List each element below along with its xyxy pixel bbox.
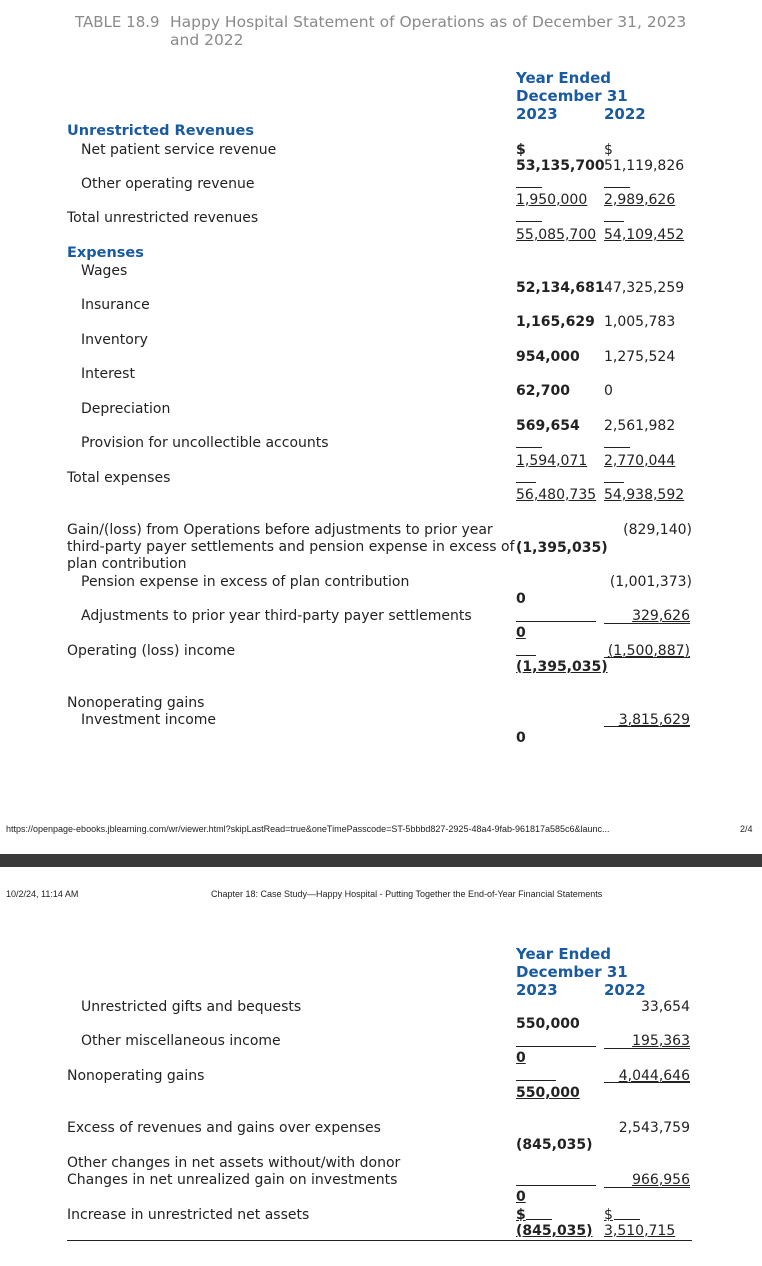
value-2022: (1,001,373) (609, 574, 692, 590)
currency-2023: $ (516, 1207, 526, 1223)
value-2022: 3,510,715 (604, 1223, 676, 1239)
row-label-inventory: Inventory (81, 332, 148, 348)
value-2022: 329,626 (632, 608, 690, 624)
value-2023: 53,135,700 (516, 158, 605, 174)
row-label-investment: Investment income (81, 712, 217, 728)
value-2022: 54,109,452 (604, 227, 685, 243)
value-2022: 1,275,524 (604, 349, 676, 365)
value-2022: (1,500,887) (607, 643, 690, 659)
value-2023: (1,395,035) (516, 540, 608, 556)
value-2023: 0 (516, 591, 526, 607)
table-number: TABLE 18.9 (75, 13, 160, 31)
page-break-bar (0, 854, 762, 867)
value-2023: 1,950,000 (516, 192, 588, 208)
value-2023: 550,000 (516, 1016, 580, 1032)
print-header-datetime: 10/2/24, 11:14 AM (6, 889, 79, 899)
value-2023: 0 (516, 1189, 526, 1205)
column-header-2023: 2023 (516, 981, 558, 999)
row-label-depreciation: Depreciation (81, 401, 171, 417)
section-expenses: Expenses (67, 245, 144, 261)
row-label-interest: Interest (81, 366, 135, 382)
row-label-insurance: Insurance (81, 297, 150, 313)
table-title: Happy Hospital Statement of Operations as of December 31, 2023 and 2022 (170, 13, 687, 49)
row-label-nonop-total: Nonoperating gains (67, 1068, 205, 1084)
value-2022: 0 (604, 383, 613, 399)
value-2022: 2,770,044 (604, 453, 676, 469)
value-2023: 1,165,629 (516, 314, 595, 330)
value-2023: 56,480,735 (516, 487, 597, 503)
row-label-gain-loss: Gain/(loss) from Operations before adjustments to prior year third-party payer settlements and pension expense in excess of plan contribution (67, 522, 515, 572)
value-2022: 4,044,646 (618, 1068, 690, 1084)
value-2022: 54,938,592 (604, 487, 685, 503)
value-2023: 0 (516, 730, 526, 746)
print-footer-page: 2/4 (740, 824, 753, 834)
row-label-provision: Provision for uncollectible accounts (81, 435, 329, 451)
value-2023: 62,700 (516, 383, 571, 399)
value-2022: 2,989,626 (604, 192, 676, 208)
row-label-operating-income: Operating (loss) income (67, 643, 236, 659)
value-2022: 195,363 (632, 1033, 690, 1049)
currency-2023: $ (516, 142, 526, 158)
table-bottom-rule (67, 1240, 692, 1241)
value-2022: 966,956 (632, 1172, 690, 1188)
row-label-wages: Wages (81, 263, 128, 279)
column-header-period: Year Ended December 31 (516, 945, 628, 981)
currency-2022: $ (604, 1207, 613, 1223)
value-2023: 1,594,071 (516, 453, 588, 469)
row-label-unrealized: Changes in net unrealized gain on investments (67, 1172, 398, 1188)
row-label-gifts: Unrestricted gifts and bequests (81, 999, 302, 1015)
row-label-adjustments: Adjustments to prior year third-party payer settlements (81, 608, 472, 624)
row-label-other-changes: Other changes in net assets without/with donor (67, 1155, 401, 1171)
value-2022: 3,815,629 (618, 712, 690, 728)
value-2023: 954,000 (516, 349, 580, 365)
value-2022: 1,005,783 (604, 314, 676, 330)
value-2023: 0 (516, 1050, 526, 1066)
row-label-total-revenues: Total unrestricted revenues (67, 210, 259, 226)
row-label-misc-income: Other miscellaneous income (81, 1033, 281, 1049)
value-2022: 51,119,826 (604, 158, 685, 174)
value-2022: 33,654 (641, 999, 690, 1015)
row-label-net-patient: Net patient service revenue (81, 142, 277, 158)
row-label-nonop-heading: Nonoperating gains (67, 695, 205, 711)
value-2023: (845,035) (516, 1137, 593, 1153)
column-header-2023: 2023 (516, 105, 558, 123)
value-2023: 52,134,681 (516, 280, 605, 296)
print-header-chapter: Chapter 18: Case Study—Happy Hospital - Putting Together the End-of-Year Financial Statements (211, 889, 603, 899)
value-2023: (1,395,035) (516, 659, 608, 675)
row-label-total-expenses: Total expenses (67, 470, 171, 486)
value-2022: (829,140) (623, 522, 692, 538)
column-header-2022: 2022 (604, 981, 646, 999)
value-2023: 550,000 (516, 1085, 580, 1101)
section-revenues: Unrestricted Revenues (67, 123, 254, 139)
column-header-2022: 2022 (604, 105, 646, 123)
value-2023: 55,085,700 (516, 227, 597, 243)
value-2022: 47,325,259 (604, 280, 685, 296)
value-2023: 0 (516, 625, 526, 641)
value-2022: 2,543,759 (618, 1120, 690, 1136)
print-footer-url: https://openpage-ebooks.jblearning.com/wr/viewer.html?skipLastRead=true&oneTimePasscode=ST-5bbbd827-2925-48a4-9fab-961817a585c6&launc... (6, 824, 610, 834)
row-label-excess: Excess of revenues and gains over expenses (67, 1120, 381, 1136)
row-label-increase: Increase in unrestricted net assets (67, 1207, 310, 1223)
currency-2022: $ (604, 142, 613, 158)
row-label-other-operating: Other operating revenue (81, 176, 255, 192)
value-2023: 569,654 (516, 418, 580, 434)
value-2023: (845,035) (516, 1223, 593, 1239)
value-2022: 2,561,982 (604, 418, 676, 434)
column-header-period: Year Ended December 31 (516, 69, 628, 105)
row-label-pension: Pension expense in excess of plan contribution (81, 574, 410, 590)
